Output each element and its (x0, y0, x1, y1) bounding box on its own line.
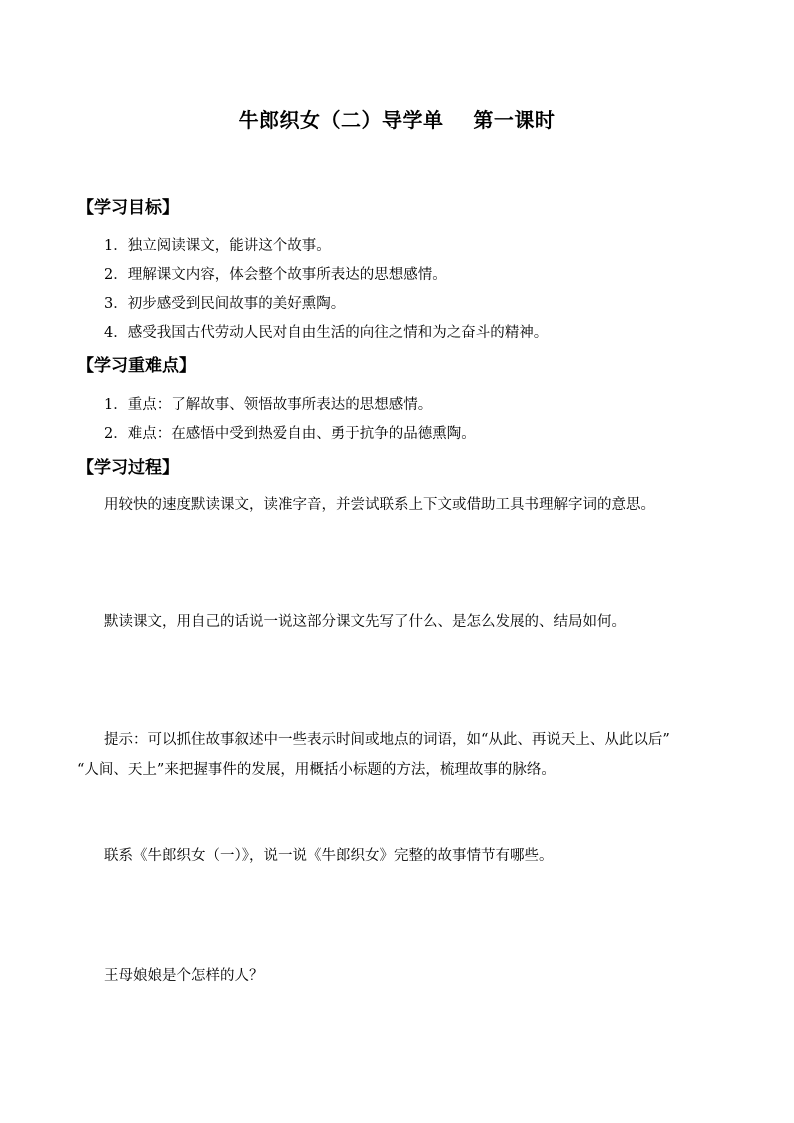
document-title: 牛郎织女（二）导学单 第一课时 (238, 108, 556, 132)
process-paragraph: 联系《牛郎织女（一）》，说一说《牛郎织女》完整的故事情节有哪些。 (104, 848, 554, 864)
process-hint-continuation: “人间、天上”来把握事件的发展，用概括小标题的方法，梳理故事的脉络。 (77, 762, 556, 778)
goal-item: 3．初步感受到民间故事的美好熏陶。 (104, 296, 346, 312)
section-heading-process: 【学习过程】 (77, 458, 179, 478)
goal-item: 1．独立阅读课文，能讲这个故事。 (104, 238, 331, 254)
section-heading-key-points: 【学习重难点】 (77, 356, 196, 376)
goal-item: 4．感受我国古代劳动人民对自由生活的向往之情和为之奋斗的精神。 (104, 325, 549, 341)
process-paragraph: 用较快的速度默读课文，读准字音，并尝试联系上下文或借助工具书理解字词的意思。 (104, 497, 655, 513)
key-point-item: 2．难点：在感悟中受到热爱自由、勇于抗争的品德熏陶。 (104, 426, 476, 442)
process-question: 王母娘娘是个怎样的人？ (104, 968, 264, 984)
section-heading-goals: 【学习目标】 (77, 198, 179, 218)
process-paragraph: 默读课文，用自己的话说一说这部分课文先写了什么、是怎么发展的、结局如何。 (104, 614, 626, 630)
process-hint: 提示：可以抓住故事叙述中一些表示时间或地点的词语，如“从此、再说天上、从此以后” (104, 732, 670, 748)
key-point-item: 1．重点：了解故事、领悟故事所表达的思想感情。 (104, 397, 433, 413)
goal-item: 2．理解课文内容，体会整个故事所表达的思想感情。 (104, 267, 447, 283)
